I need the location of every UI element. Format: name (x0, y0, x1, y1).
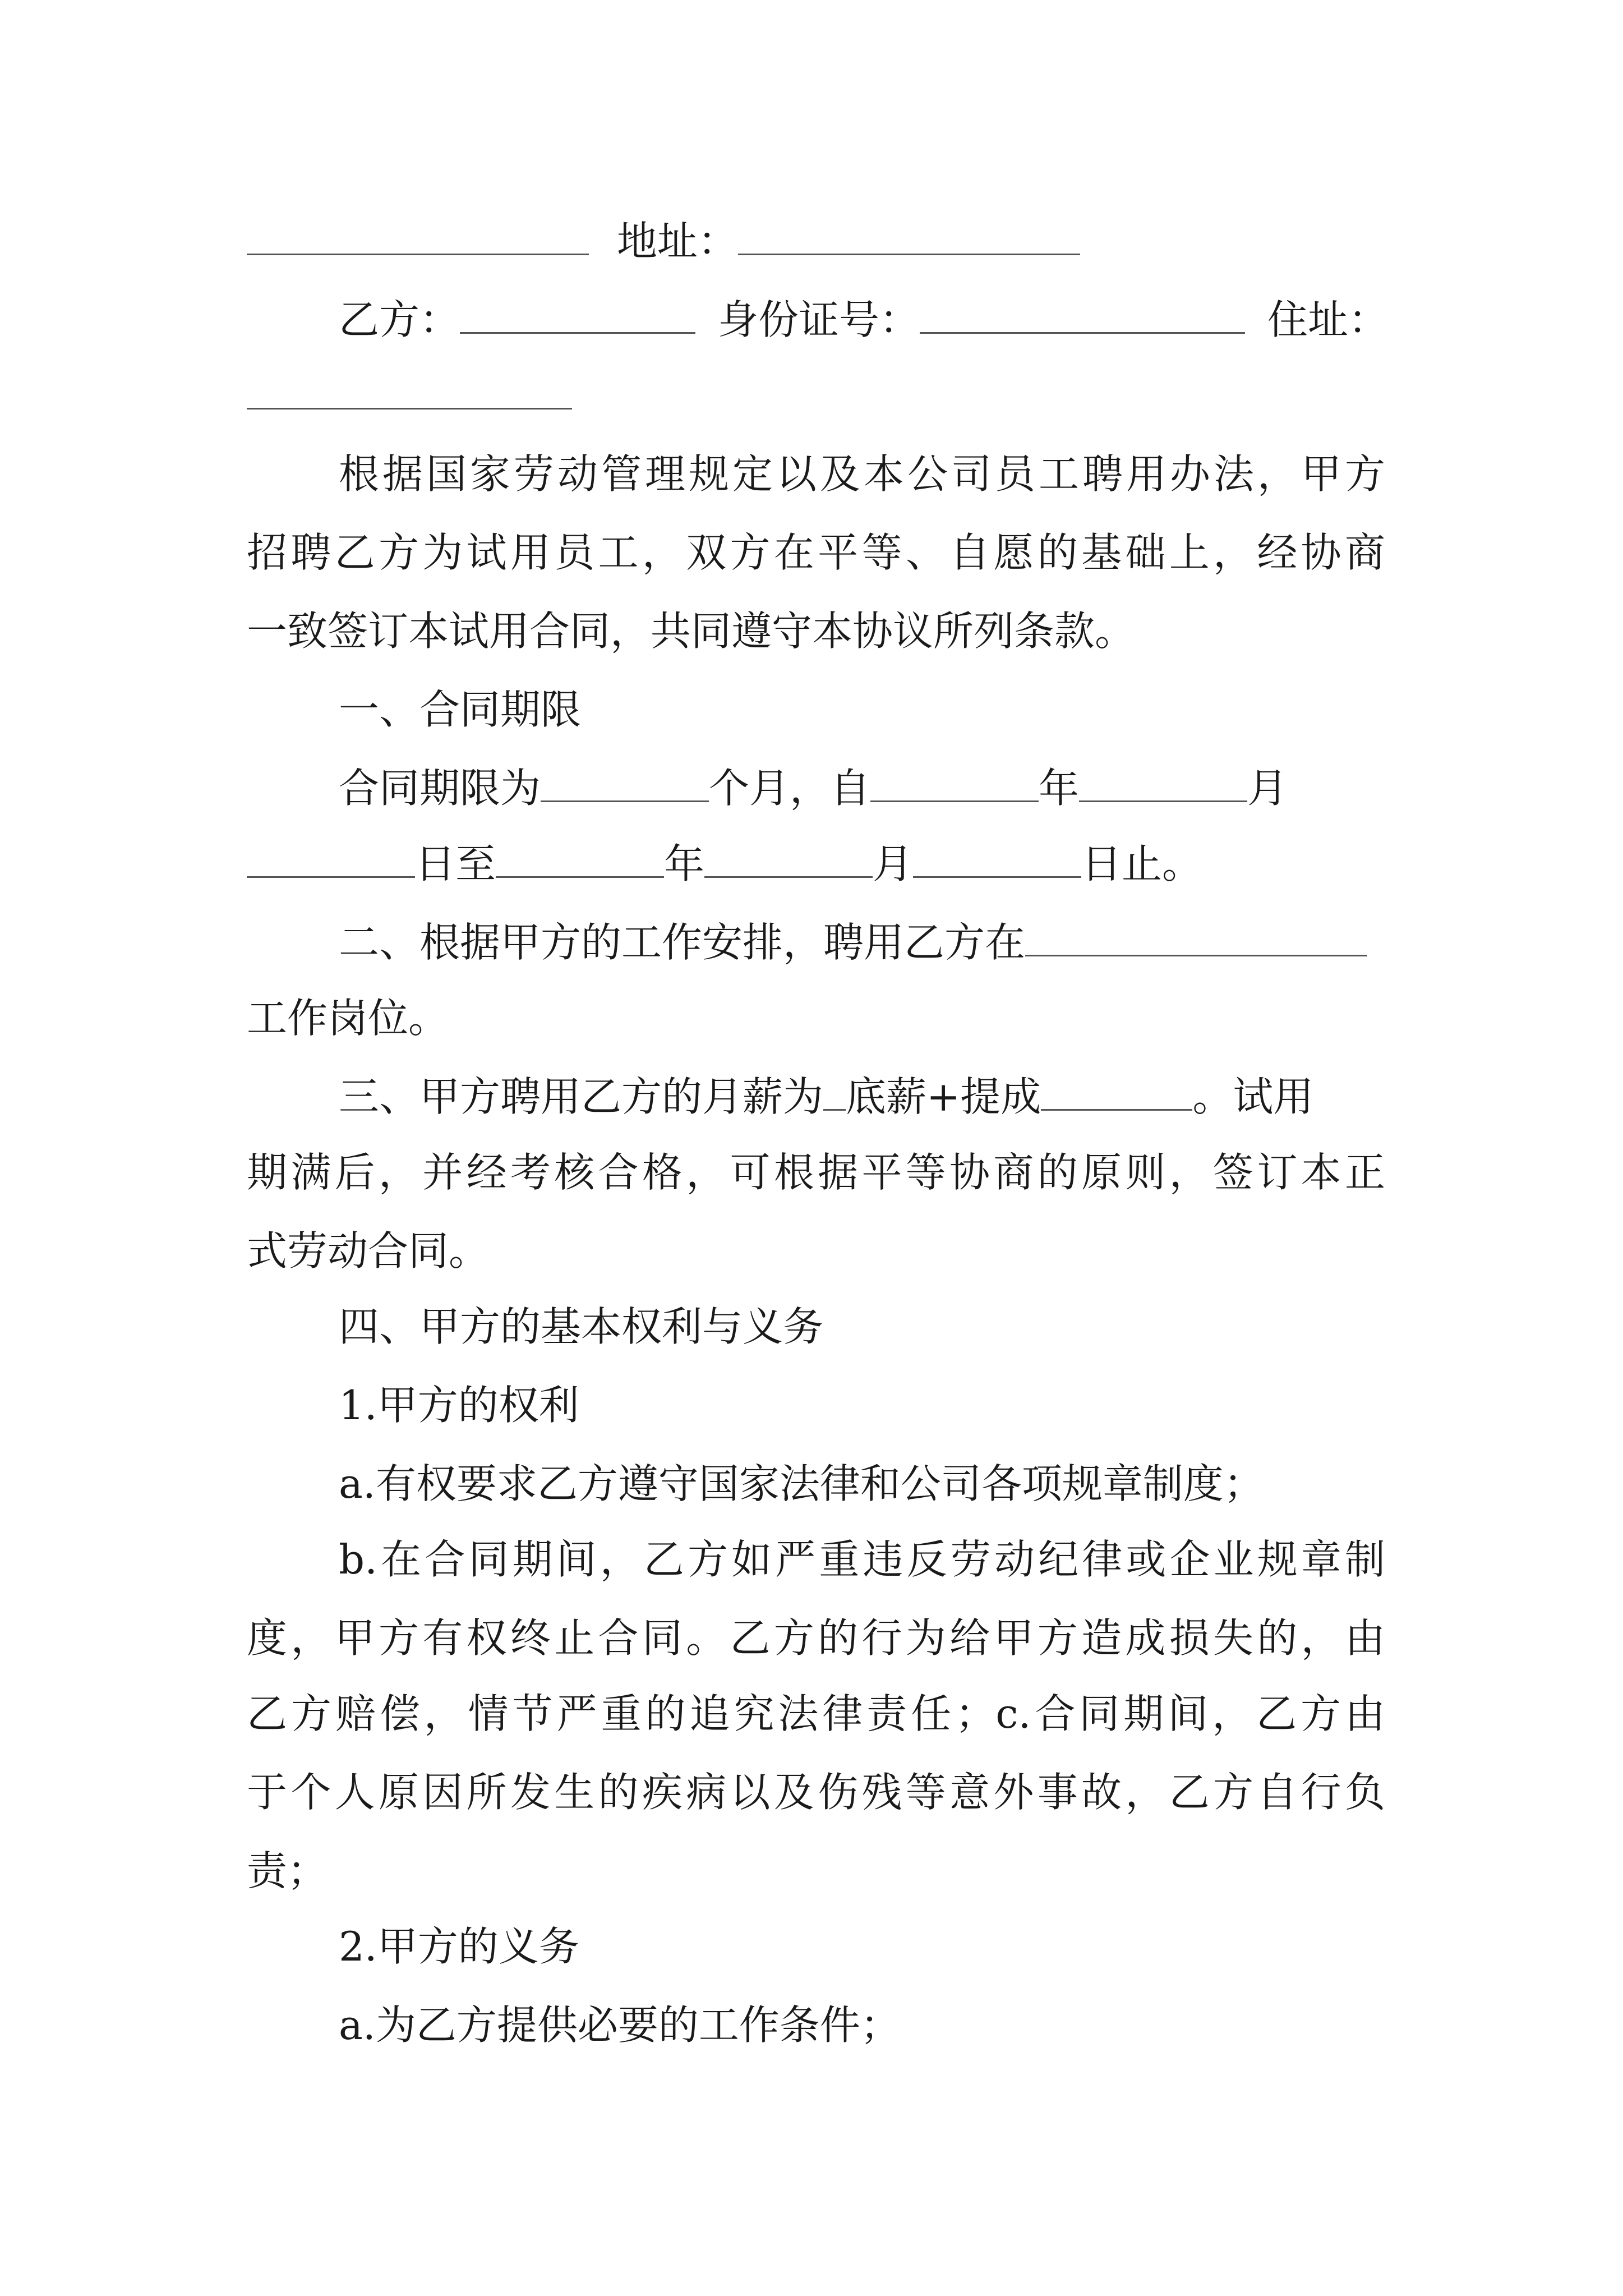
party-b-row (339, 292, 1389, 348)
right-b-line-5: 责； (247, 1847, 328, 1894)
salary-prefix: 三、甲方聘用乙方的月薪为 (339, 1073, 824, 1120)
contract-end-row (247, 836, 1385, 892)
party-a-blank[interactable] (247, 218, 589, 255)
start-year-blank[interactable] (870, 765, 1039, 802)
month-text: 月 (1247, 765, 1288, 812)
section2-text: 二、根据甲方的工作安排，聘用乙方在 (339, 919, 1026, 966)
intro-line-2: 招聘乙方为试用员工，双方在平等、自愿的基础上，经协商 (247, 529, 1385, 576)
end-day-blank[interactable] (913, 840, 1081, 878)
right-b-line-1: b.在合同期间，乙方如严重违反劳动纪律或企业规章制 (339, 1536, 1385, 1583)
section3-line-3: 式劳动合同。 (247, 1227, 490, 1274)
end-month-blank[interactable] (704, 840, 873, 878)
party-b-label: 乙方： (339, 296, 460, 343)
section1-heading: 一、合同期限 (339, 686, 582, 733)
right-a: a.有权要求乙方遵守国家法律和公司各项规章制度； (339, 1460, 1264, 1507)
address-blank[interactable] (738, 218, 1080, 255)
duty-a: a.为乙方提供必要的工作条件； (339, 2001, 901, 2049)
end-month-text: 月 (873, 840, 914, 887)
months-from-text: 个月，自 (709, 765, 871, 812)
section3-line-1 (339, 1069, 1385, 1125)
right-b-line-4: 于个人原因所发生的疾病以及伤残等意外事故，乙方自行负 (247, 1769, 1385, 1816)
section4-heading: 四、甲方的基本权利与义务 (339, 1303, 824, 1350)
intro-line-1: 根据国家劳动管理规定以及本公司员工聘用办法，甲方 (339, 450, 1385, 498)
position-blank[interactable] (1025, 919, 1367, 956)
residence-blank[interactable] (247, 372, 572, 409)
salary-value: 底薪+提成 (846, 1073, 1041, 1120)
year-text: 年 (1039, 765, 1080, 812)
id-label: 身份证号： (718, 296, 920, 343)
contract-period-row (339, 760, 1385, 816)
end-year-blank[interactable] (496, 840, 664, 878)
intro-line-3: 一致签订本试用合同，共同遵守本协议所列条款。 (247, 608, 1136, 655)
end-year-text: 年 (664, 840, 705, 887)
day-end-text: 日止。 (1081, 840, 1203, 887)
rights-heading: 1.甲方的权利 (339, 1382, 579, 1429)
section2-line-2: 工作岗位。 (247, 995, 449, 1042)
start-day-blank[interactable] (247, 840, 415, 878)
right-b-line-2: 度，甲方有权终止合同。乙方的行为给甲方造成损失的，由 (247, 1614, 1385, 1662)
months-blank[interactable] (541, 765, 709, 802)
start-month-blank[interactable] (1079, 765, 1247, 802)
duties-heading: 2.甲方的义务 (339, 1923, 579, 1970)
section2-line-1 (339, 914, 1385, 970)
party-b-blank[interactable] (460, 296, 695, 334)
residence-row (247, 367, 1385, 424)
id-blank[interactable] (920, 296, 1245, 334)
address-label: 地址： (617, 218, 739, 265)
right-b-line-3: 乙方赔偿，情节严重的追究法律责任；c.合同期间，乙方由 (247, 1690, 1385, 1737)
day-to-text: 日至 (415, 840, 496, 887)
address-row (247, 213, 1385, 269)
residence-label: 住址： (1267, 296, 1389, 343)
section3-line-2: 期满后，并经考核合格，可根据平等协商的原则，签订本正 (247, 1149, 1385, 1196)
salary-suffix: 。试用 (1192, 1073, 1314, 1120)
period-prefix: 合同期限为 (339, 765, 541, 812)
salary-blank[interactable] (1041, 1073, 1192, 1111)
salary-blank-lead[interactable] (823, 1073, 846, 1111)
